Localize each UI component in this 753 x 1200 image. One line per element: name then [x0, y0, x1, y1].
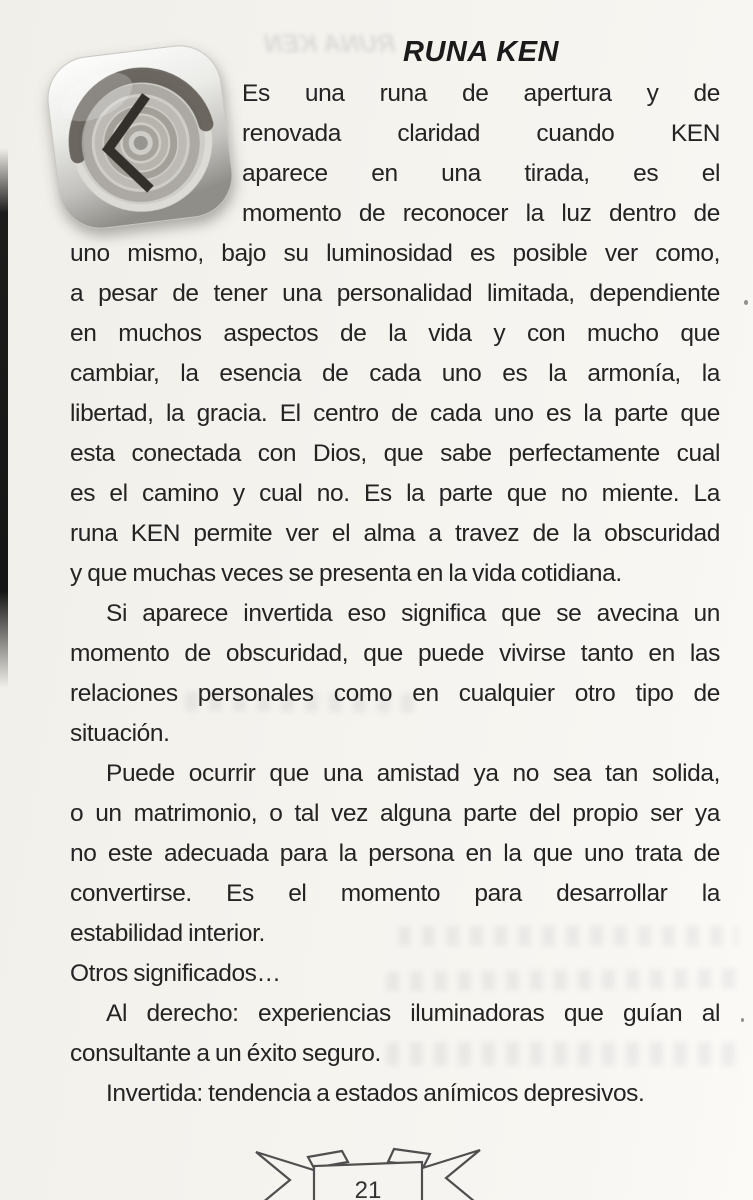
- text-line: momento de obscuridad, que puede vivirse tanto en las: [70, 640, 720, 667]
- text-line: Al derecho: experiencias iluminadoras que guían al: [106, 1000, 720, 1027]
- text-line: Invertida: tendencia a estados anímicos depresivos.: [106, 1080, 645, 1107]
- bleed-through-title: RUNA KEN: [264, 30, 396, 58]
- text-line: relaciones personales como en cualquier otro tipo de: [70, 680, 720, 707]
- body-text: [70, 74, 720, 1114]
- page-number-ribbon: [250, 1138, 486, 1200]
- text-line: consultante a un éxito seguro.: [70, 1040, 381, 1067]
- text-line: estabilidad interior.: [70, 920, 265, 947]
- text-line: aparece en una tirada, es el: [242, 160, 720, 187]
- page-number: 21: [354, 1177, 382, 1200]
- page-content: [70, 30, 720, 1114]
- text-line: es el camino y cual no. Es la parte que no miente. La: [70, 480, 720, 507]
- text-line: cambiar, la esencia de cada uno es la armonía, la: [70, 360, 720, 387]
- text-line: Si aparece invertida eso significa que se avecina un: [106, 600, 720, 627]
- text-line: a pesar de tener una personalidad limitada, dependiente: [70, 280, 720, 307]
- text-line: libertad, la gracia. El centro de cada uno es la parte que: [70, 400, 720, 427]
- scan-speck: [741, 1018, 744, 1022]
- text-line: Puede ocurrir que una amistad ya no sea tan solida,: [106, 760, 720, 787]
- text-line: renovada claridad cuando KEN: [242, 120, 720, 147]
- text-line: Es una runa de apertura y de: [242, 80, 720, 107]
- scan-edge-shadow: [0, 148, 8, 688]
- scan-speck: [744, 300, 748, 305]
- page-title: RUNA KEN: [403, 36, 559, 68]
- rune-tile-image: [40, 38, 240, 237]
- text-line: runa KEN permite ver el alma a travez de la obscuridad: [70, 520, 720, 547]
- text-line: convertirse. Es el momento para desarrollar la: [70, 880, 720, 907]
- text-line: esta conectada con Dios, que sabe perfectamente cual: [70, 440, 720, 467]
- text-line: o un matrimonio, o tal vez alguna parte del propio ser ya: [70, 800, 720, 827]
- text-line: uno mismo, bajo su luminosidad es posible ver como,: [70, 240, 720, 267]
- ken-rune-tile-graphic: [40, 38, 240, 237]
- ribbon-banner-graphic: [250, 1138, 486, 1200]
- text-line: situación.: [70, 720, 170, 747]
- text-line: momento de reconocer la luz dentro de: [242, 200, 720, 227]
- text-line: Otros significados…: [70, 960, 281, 987]
- text-line: y que muchas veces se presenta en la vida cotidiana.: [70, 560, 622, 587]
- text-line: en muchos aspectos de la vida y con mucho que: [70, 320, 720, 347]
- text-line: no este adecuada para la persona en la que uno trata de: [70, 840, 720, 867]
